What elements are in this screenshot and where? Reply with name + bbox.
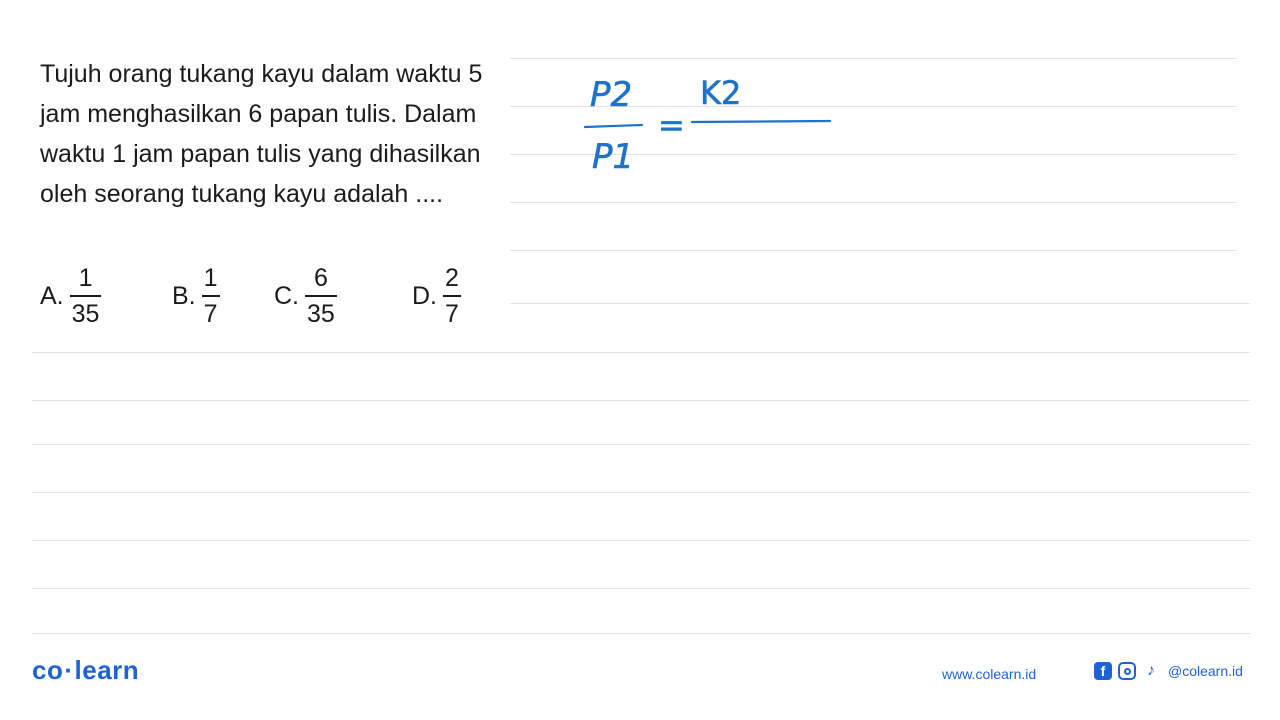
website-link[interactable]: www.colearn.id	[942, 666, 1037, 682]
rule-line	[32, 633, 1250, 634]
fraction-bar	[70, 295, 102, 297]
handwritten-rhs-bar	[692, 121, 830, 122]
handwritten-fraction-bar	[585, 125, 642, 127]
logo-right: learn	[74, 655, 140, 685]
fraction	[70, 263, 102, 329]
question-text: Tujuh orang tukang kayu dalam waktu 5 jam menghasilkan 6 papan tulis. Dalam waktu 1 jam papan tulis yang dihasilkan oleh seorang tukang kayu adalah ....	[40, 60, 483, 208]
social-links	[1094, 662, 1243, 680]
logo-dot: ·	[64, 655, 74, 685]
option-c[interactable]	[274, 256, 337, 336]
rule-line	[32, 540, 1250, 541]
numerator: 1	[203, 264, 218, 292]
option-letter: B.	[172, 281, 196, 310]
option-a[interactable]	[40, 256, 101, 336]
rule-line	[32, 400, 1250, 401]
fraction-bar	[202, 295, 220, 297]
facebook-icon[interactable]: f	[1094, 662, 1112, 680]
answer-options	[0, 256, 520, 336]
denominator: 35	[307, 300, 335, 328]
denominator: 35	[71, 300, 100, 328]
rule-line	[32, 352, 1250, 353]
numerator: 1	[78, 264, 93, 292]
numerator: 6	[313, 264, 328, 292]
handwritten-p2: P2	[590, 75, 633, 115]
rule-line	[32, 492, 1250, 493]
handwritten-equation	[580, 70, 850, 180]
instagram-icon[interactable]	[1118, 662, 1136, 680]
fraction	[202, 263, 220, 329]
social-handle[interactable]: @colearn.id	[1168, 663, 1243, 679]
colearn-logo[interactable]	[32, 655, 139, 686]
rule-line	[510, 202, 1236, 203]
denominator: 7	[203, 300, 218, 328]
option-b[interactable]	[172, 256, 220, 336]
rule-line	[32, 444, 1250, 445]
option-letter: D.	[412, 281, 437, 310]
handwritten-k2: K2	[700, 74, 742, 112]
option-letter: C.	[274, 281, 299, 310]
handwritten-p1: P1	[592, 137, 635, 177]
rule-line	[510, 250, 1236, 251]
fraction	[305, 263, 337, 329]
fraction-bar	[305, 295, 337, 297]
rule-line	[510, 303, 1250, 304]
option-letter: A.	[40, 281, 64, 310]
fraction-bar	[443, 295, 461, 297]
handwritten-equals: =	[658, 106, 685, 144]
tiktok-icon[interactable]: ♪	[1147, 662, 1155, 679]
numerator: 2	[445, 264, 459, 292]
fraction	[443, 263, 461, 329]
denominator: 7	[445, 300, 459, 328]
logo-left: co	[32, 655, 64, 685]
option-d[interactable]	[412, 256, 461, 336]
rule-line	[510, 58, 1236, 59]
rule-line	[32, 588, 1250, 589]
